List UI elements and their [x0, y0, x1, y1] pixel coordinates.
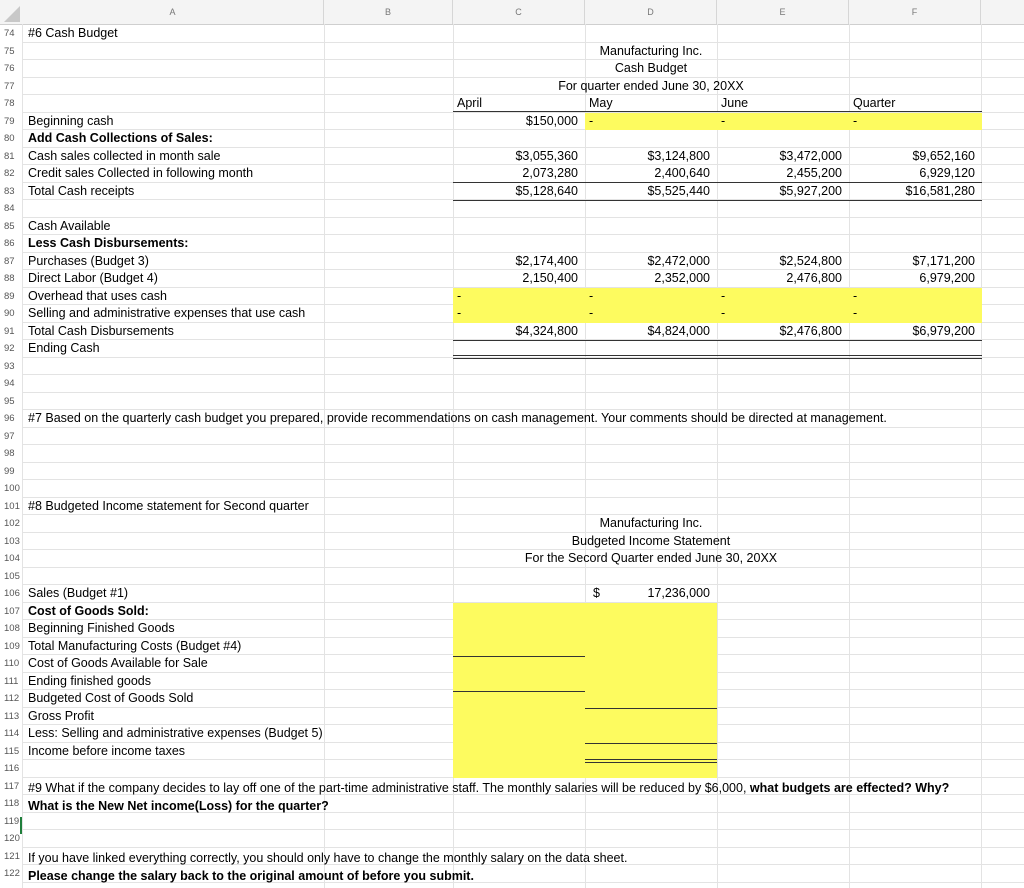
row-header[interactable]: 111: [0, 673, 22, 691]
beginning-cash-label: Beginning cash: [28, 113, 114, 128]
row-header[interactable]: 103: [0, 533, 22, 551]
month-header-april: April: [457, 96, 483, 110]
beginning-cash-may[interactable]: -: [589, 113, 594, 128]
row-header[interactable]: 92: [0, 340, 22, 358]
purchases-may[interactable]: $2,472,000: [647, 253, 710, 268]
cash-sales-june[interactable]: $3,472,000: [779, 148, 842, 163]
row-gridline: [22, 479, 1024, 480]
beginning-cash-june[interactable]: -: [721, 113, 726, 128]
row-header[interactable]: 99: [0, 463, 22, 481]
less-disbursements-label: Less Cash Disbursements:: [28, 236, 189, 250]
purchases-april[interactable]: $2,174,400: [515, 253, 578, 268]
cash-available-label: Cash Available: [28, 218, 111, 233]
sga-june[interactable]: -: [721, 306, 726, 320]
select-all-corner[interactable]: [0, 0, 22, 24]
add-collections-label: Add Cash Collections of Sales:: [28, 131, 213, 145]
direct-labor-quarter[interactable]: 6,979,200: [919, 271, 975, 285]
credit-sales-quarter[interactable]: 6,929,120: [919, 166, 975, 180]
row-header[interactable]: 74: [0, 25, 22, 43]
month-header-june: June: [721, 96, 749, 110]
column-header-c[interactable]: C: [453, 0, 585, 24]
row-header[interactable]: 89: [0, 288, 22, 306]
row-header[interactable]: 93: [0, 358, 22, 376]
overhead-april[interactable]: -: [457, 288, 462, 303]
ending-fg-label: Ending finished goods: [28, 673, 152, 688]
cash-budget-period: For quarter ended June 30, 20XX: [558, 78, 744, 93]
row-gridline: [22, 584, 1024, 585]
column-header-f[interactable]: F: [849, 0, 981, 24]
row-header[interactable]: 94: [0, 375, 22, 393]
row-header[interactable]: 119: [0, 813, 22, 831]
total-receipts-quarter[interactable]: $16,581,280: [905, 183, 975, 198]
month-header-quarter: Quarter: [853, 96, 896, 110]
column-gridline: [324, 24, 325, 888]
row-header[interactable]: 86: [0, 235, 22, 253]
row-header[interactable]: 80: [0, 130, 22, 148]
input-fill-overhead-sga: [453, 288, 982, 323]
ending-fg-underline: [453, 691, 585, 692]
column-gridline: [22, 24, 23, 888]
row-gridline: [22, 462, 1024, 463]
row-header[interactable]: 106: [0, 585, 22, 603]
beginning-cash-april[interactable]: $150,000: [525, 113, 578, 128]
total-disbursements-label: Total Cash Disbursements: [28, 323, 174, 338]
row-header[interactable]: 121: [0, 848, 22, 866]
sales-label: Sales (Budget #1): [28, 586, 129, 600]
row-header[interactable]: 116: [0, 760, 22, 778]
total-mfg-costs-label: Total Manufacturing Costs (Budget #4): [28, 638, 242, 653]
row-header[interactable]: 81: [0, 148, 22, 166]
cogafs-label: Cost of Goods Available for Sale: [28, 656, 208, 670]
row-header[interactable]: 120: [0, 830, 22, 848]
credit-sales-june[interactable]: 2,455,200: [786, 166, 842, 180]
ibt-double-underline: [585, 759, 717, 763]
input-fill-beginning-cash: [585, 113, 982, 131]
ending-cash-double-underline: [453, 355, 982, 359]
row-gridline: [22, 392, 1024, 393]
row-header[interactable]: 101: [0, 498, 22, 516]
active-row-indicator: [0, 817, 22, 834]
total-receipts-june[interactable]: $5,927,200: [779, 183, 842, 198]
row-header[interactable]: 109: [0, 638, 22, 656]
sga-underline: [585, 743, 717, 744]
purchases-june[interactable]: $2,524,800: [779, 253, 842, 268]
sga-may[interactable]: -: [589, 306, 594, 320]
credit-sales-april[interactable]: 2,073,280: [522, 166, 578, 180]
row-header[interactable]: 108: [0, 620, 22, 638]
cash-sales-quarter[interactable]: $9,652,160: [912, 148, 975, 163]
row-header[interactable]: 98: [0, 445, 22, 463]
cogs-label: Cost of Goods Sold:: [28, 603, 149, 618]
row-header[interactable]: 117: [0, 778, 22, 796]
budgeted-cogs-label: Budgeted Cost of Goods Sold: [28, 691, 194, 705]
direct-labor-april[interactable]: 2,150,400: [522, 271, 578, 285]
overhead-label: Overhead that uses cash: [28, 288, 167, 303]
note-linked: If you have linked everything correctly, you should only have to change the monthly salary on the data sheet.: [28, 851, 628, 865]
cash-sales-may[interactable]: $3,124,800: [647, 148, 710, 163]
total-disb-quarter[interactable]: $6,979,200: [912, 323, 975, 338]
cash-sales-april[interactable]: $3,055,360: [515, 148, 578, 163]
row-header[interactable]: 104: [0, 550, 22, 568]
beginning-cash-quarter[interactable]: -: [853, 113, 858, 128]
column-header-a[interactable]: A: [22, 0, 324, 24]
row-header[interactable]: 77: [0, 78, 22, 96]
income-company: Manufacturing Inc.: [599, 516, 703, 530]
note-change-salary: Please change the salary back to the original amount of before you submit.: [28, 868, 474, 883]
income-statement-title: #8 Budgeted Income statement for Second quarter: [28, 498, 309, 513]
sga-april[interactable]: -: [457, 306, 462, 320]
row-header[interactable]: 96: [0, 410, 22, 428]
month-header-may: May: [589, 96, 613, 110]
bcogs-underline: [585, 708, 717, 709]
row-gridline: [22, 444, 1024, 445]
overhead-may[interactable]: -: [589, 288, 594, 303]
row-header[interactable]: 107: [0, 603, 22, 621]
question-9-bold: what budgets are effected? Why?: [749, 781, 950, 795]
row-header[interactable]: 102: [0, 515, 22, 533]
cash-budget-name: Cash Budget: [614, 61, 688, 75]
row-gridline: [22, 847, 1024, 848]
row-header[interactable]: 85: [0, 218, 22, 236]
tmc-underline: [453, 656, 585, 657]
sga-quarter[interactable]: -: [853, 306, 858, 320]
row-header[interactable]: 90: [0, 305, 22, 323]
direct-labor-may[interactable]: 2,352,000: [654, 271, 710, 285]
direct-labor-label: Direct Labor (Budget 4): [28, 271, 158, 285]
row-gridline: [22, 374, 1024, 375]
credit-sales-may[interactable]: 2,400,640: [654, 166, 710, 180]
column-header-d[interactable]: D: [585, 0, 717, 24]
row-header[interactable]: 91: [0, 323, 22, 341]
total-receipts-april[interactable]: $5,128,640: [515, 183, 578, 198]
gross-profit-label: Gross Profit: [28, 708, 94, 723]
question-9-line2: What is the New Net income(Loss) for the quarter?: [28, 798, 329, 813]
row-gridline: [22, 829, 1024, 830]
row-header[interactable]: 82: [0, 165, 22, 183]
total-disb-june[interactable]: $2,476,800: [779, 323, 842, 338]
row-header[interactable]: 79: [0, 113, 22, 131]
row-header[interactable]: 78: [0, 95, 22, 113]
row-header[interactable]: 122: [0, 865, 22, 883]
column-gridline: [981, 24, 982, 888]
column-header-bar: [0, 0, 1024, 25]
income-statement-name: Budgeted Income Statement: [571, 533, 731, 548]
row-header[interactable]: 100: [0, 480, 22, 498]
credit-sales-label: Credit sales Collected in following month: [28, 166, 254, 180]
question-7: #7 Based on the quarterly cash budget you prepared, provide recommendations on cash management. Your comments should be directed at management.: [28, 411, 887, 425]
row-header[interactable]: 95: [0, 393, 22, 411]
receipts-bottom-border: [453, 200, 982, 201]
row-header[interactable]: 115: [0, 743, 22, 761]
ending-cash-label: Ending Cash: [28, 341, 100, 355]
row-header[interactable]: 87: [0, 253, 22, 271]
income-period: For the Secord Quarter ended June 30, 20XX: [524, 551, 778, 565]
total-receipts-label: Total Cash receipts: [28, 183, 135, 198]
row-header[interactable]: 110: [0, 655, 22, 673]
sales-currency-symbol: $: [593, 586, 600, 600]
column-header-b[interactable]: B: [324, 0, 453, 24]
total-disb-may[interactable]: $4,824,000: [647, 323, 710, 338]
total-receipts-may[interactable]: $5,525,440: [647, 183, 710, 198]
select-all-icon: [0, 0, 22, 24]
total-disb-april[interactable]: $4,324,800: [515, 323, 578, 338]
row-header[interactable]: 76: [0, 60, 22, 78]
overhead-quarter[interactable]: -: [853, 288, 858, 303]
row-header[interactable]: 118: [0, 795, 22, 813]
income-before-taxes-label: Income before income taxes: [28, 743, 186, 758]
row-header[interactable]: 75: [0, 43, 22, 61]
disbursements-underline: [453, 340, 982, 341]
question-9: [28, 780, 949, 798]
row-gridline: [22, 217, 1024, 218]
overhead-june[interactable]: -: [721, 288, 726, 303]
direct-labor-june[interactable]: 2,476,800: [786, 271, 842, 285]
cash-sales-label: Cash sales collected in month sale: [28, 148, 221, 163]
beginning-fg-label: Beginning Finished Goods: [28, 621, 175, 635]
sales-value[interactable]: 17,236,000: [647, 586, 710, 600]
row-header[interactable]: 97: [0, 428, 22, 446]
purchases-quarter[interactable]: $7,171,200: [912, 253, 975, 268]
row-header[interactable]: 84: [0, 200, 22, 218]
row-header[interactable]: 112: [0, 690, 22, 708]
row-header[interactable]: 105: [0, 568, 22, 586]
row-header[interactable]: 113: [0, 708, 22, 726]
row-header[interactable]: 114: [0, 725, 22, 743]
cash-budget-company: Manufacturing Inc.: [599, 43, 703, 58]
sga-label: Selling and administrative expenses that use cash: [28, 306, 306, 320]
less-sga-label: Less: Selling and administrative expenses (Budget 5): [28, 726, 323, 740]
row-header[interactable]: 83: [0, 183, 22, 201]
purchases-label: Purchases (Budget 3): [28, 253, 149, 268]
row-header[interactable]: 88: [0, 270, 22, 288]
cash-budget-title: #6 Cash Budget: [28, 26, 118, 40]
question-9-text: #9 What if the company decides to lay off one of the part-time administrative staff. The monthly salaries will be reduced by $6,000,: [28, 781, 750, 795]
column-header-e[interactable]: E: [717, 0, 849, 24]
